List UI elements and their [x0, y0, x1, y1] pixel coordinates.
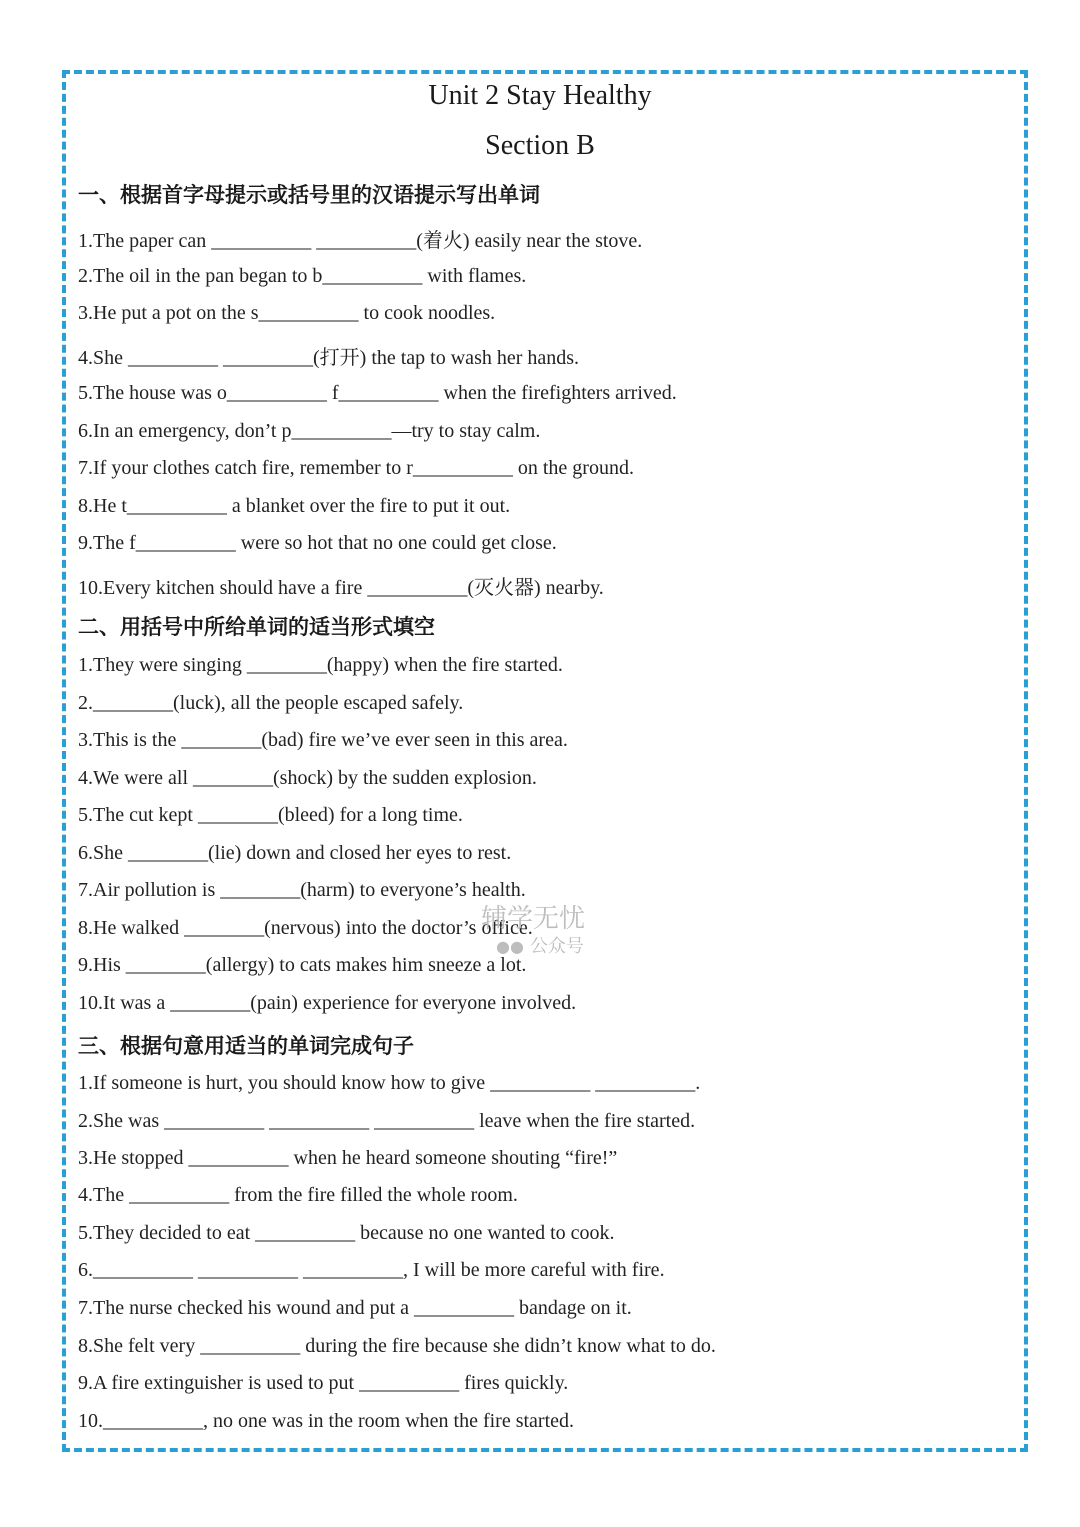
section-1-heading: 一、根据首字母提示或括号里的汉语提示写出单词 — [78, 183, 540, 207]
watermark-subtitle-text: 公众号 — [529, 936, 584, 957]
exercise-line: 3.This is the ________(bad) fire we’ve ever seen in this area. — [78, 729, 568, 751]
exercise-line: 2.________(luck), all the people escaped safely. — [78, 692, 464, 714]
exercise-line: 9.The f__________ were so hot that no one could get close. — [78, 532, 557, 554]
exercise-line: 10.__________, no one was in the room when the fire started. — [78, 1410, 575, 1432]
exercise-line: 5.The cut kept ________(bleed) for a long time. — [78, 804, 463, 826]
watermark-subtitle — [496, 932, 584, 958]
exercise-line: 6.She ________(lie) down and closed her eyes to rest. — [78, 842, 512, 864]
exercise-line: 4.The __________ from the fire filled the whole room. — [78, 1184, 518, 1206]
exercise-line: 10.Every kitchen should have a fire __________(灭火器) nearby. — [78, 577, 604, 599]
exercise-line: 7.Air pollution is ________(harm) to everyone’s health. — [78, 879, 526, 901]
section-3-heading: 三、根据句意用适当的单词完成句子 — [78, 1034, 414, 1058]
exercise-line: 6.In an emergency, don’t p__________—try to stay calm. — [78, 420, 541, 442]
exercise-line: 5.The house was o__________ f__________ when the firefighters arrived. — [78, 382, 677, 404]
exercise-line: 4.She _________ _________(打开) the tap to wash her hands. — [78, 347, 580, 369]
exercise-line: 2.The oil in the pan began to b__________ with flames. — [78, 265, 527, 287]
watermark-title: 辅学无忧 — [481, 904, 586, 934]
section-2-heading: 二、用括号中所给单词的适当形式填空 — [78, 615, 435, 639]
exercise-line: 8.She felt very __________ during the fire because she didn’t know what to do. — [78, 1335, 716, 1357]
exercise-line: 2.She was __________ __________ __________ leave when the fire started. — [78, 1110, 696, 1132]
exercise-line: 3.He stopped __________ when he heard someone shouting “fire!” — [78, 1147, 618, 1169]
page-subtitle: Section B — [485, 130, 595, 161]
exercise-line: 1.They were singing ________(happy) when the fire started. — [78, 654, 563, 676]
exercise-line: 6.__________ __________ __________, I will be more careful with fire. — [78, 1259, 665, 1281]
exercise-line: 8.He t__________ a blanket over the fire to put it out. — [78, 495, 511, 517]
exercise-line: 9.His ________(allergy) to cats makes him sneeze a lot. — [78, 954, 527, 976]
exercise-line: 8.He walked ________(nervous) into the doctor’s office. — [78, 917, 533, 939]
exercise-line: 10.It was a ________(pain) experience for everyone involved. — [78, 992, 577, 1014]
exercise-line: 1.The paper can __________ __________(着火) easily near the stove. — [78, 230, 643, 252]
exercise-line: 9.A fire extinguisher is used to put __________ fires quickly. — [78, 1372, 569, 1394]
exercise-line: 7.The nurse checked his wound and put a __________ bandage on it. — [78, 1297, 632, 1319]
exercise-line: 7.If your clothes catch fire, remember to r__________ on the ground. — [78, 457, 634, 479]
exercise-line: 1.If someone is hurt, you should know how to give __________ __________. — [78, 1072, 701, 1094]
exercise-line: 3.He put a pot on the s__________ to cook noodles. — [78, 302, 496, 324]
page-title: Unit 2 Stay Healthy — [428, 80, 652, 111]
exercise-line: 4.We were all ________(shock) by the sudden explosion. — [78, 767, 537, 789]
exercise-line: 5.They decided to eat __________ because no one wanted to cook. — [78, 1222, 615, 1244]
wechat-icon: ●● — [496, 937, 524, 956]
